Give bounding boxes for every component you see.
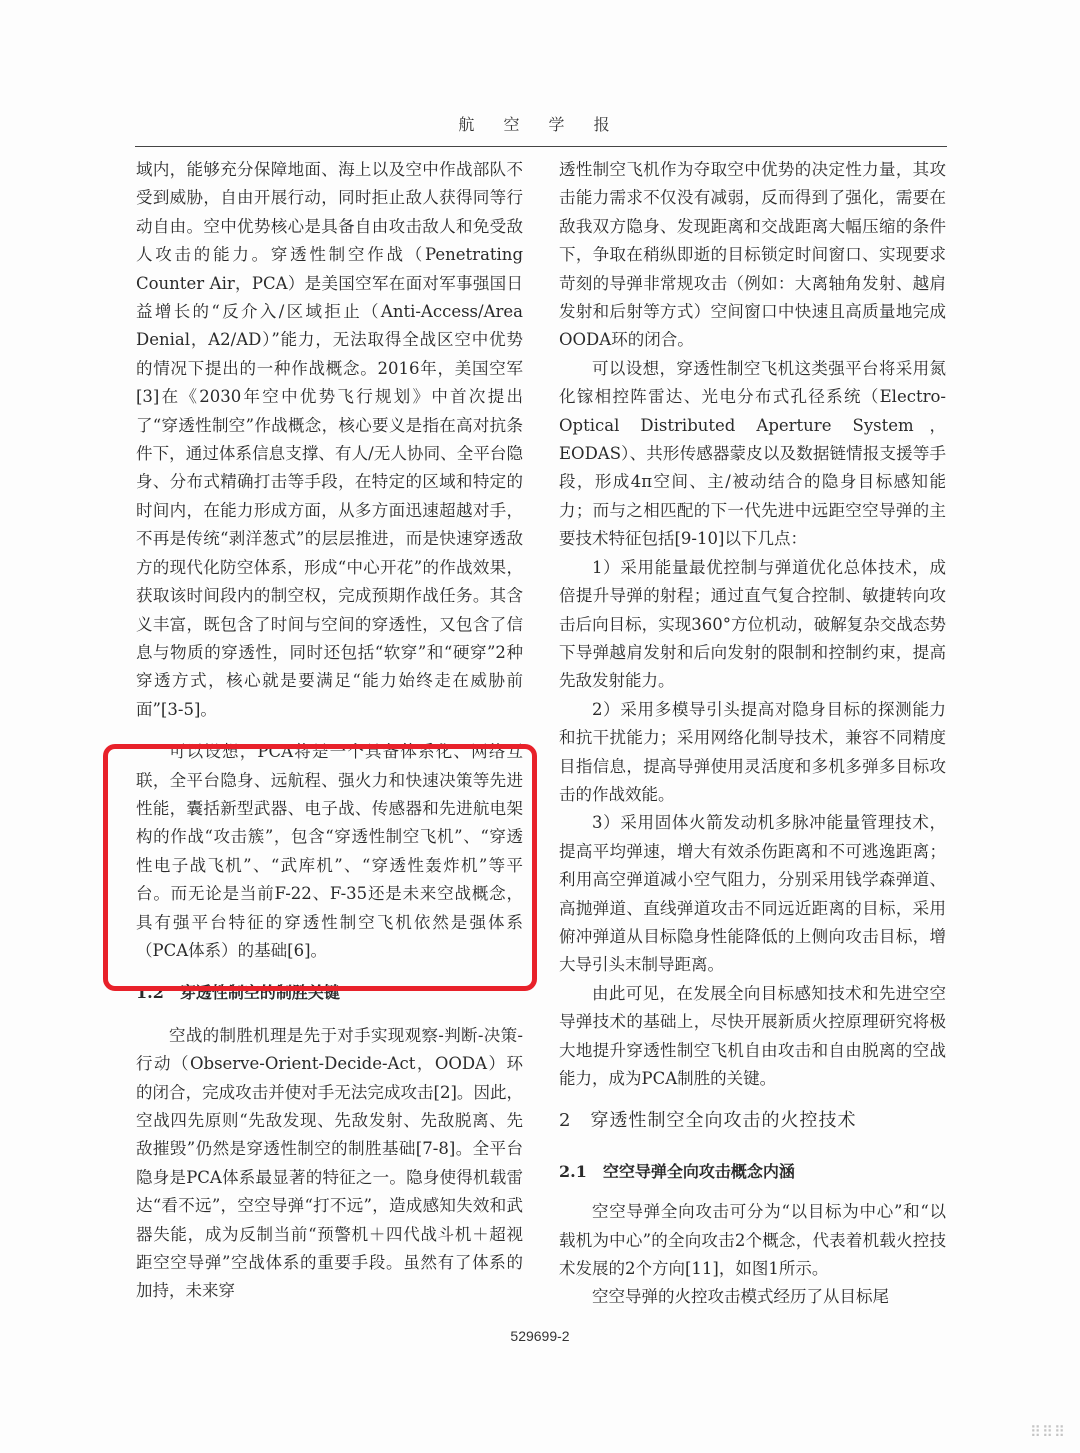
red-highlight-box bbox=[103, 744, 537, 991]
right-paragraph-conclusion: 由此可见，在发展全向目标感知技术和先进空空导弹技术的基础上，尽快开展新质火控原理研究将极大地提升穿透性制空飞机自由攻击和自由脱离的空战能力，成为PCA制胜的关键。 bbox=[559, 983, 946, 1088]
running-head: 航 空 学 报 bbox=[458, 115, 622, 134]
left-paragraph-1: 域内，能够充分保障地面、海上以及空中作战部队不受到威胁，自由开展行动，同时拒止敌人获得同等行动自由。空中优势核心是具备自由攻击敌人和免受敌人攻击的能力。穿透性制空作战（Penetrating Counter Air，PCA）是美国空军在面对军事强国日益增长的“反介入/区域拒止（Anti-Access/Area Denial，A2/AD）”能力，无法取得全战区空中优势的情况下提出的一种作战概念。2016年，美国空军[3]在《2030年空中优势飞行规划》中首次提出了“穿透性制空”作战概念，核心要义是指在高对抗条件下，通过体系信息支撑、有人/无人协同、全平台隐身、分布式精确打击等手段，在特定的区域和特定的时间内，在能力形成方面，从多方面迅速超越对手，不再是传统“剥洋葱式”的层层推进，而是快速穿透敌方的现代化防空体系，形成“中心开花”的作战效果，获取该时间段内的制空权，完成预期作战任务。其含义丰富，既包含了时间与空间的穿透性，又包含了信息与物质的穿透性，同时还包括“软穿”和“硬穿”2种穿透方式，核心就是要满足“能力始终走在威胁前面”[3-5]。 bbox=[136, 160, 523, 719]
left-column bbox=[136, 156, 523, 1306]
watermark: ⠿⠿⠿ bbox=[1030, 1424, 1066, 1441]
section-heading-2: 2 穿透性制空全向攻击的火控技术 bbox=[559, 1110, 857, 1132]
right-list-item-3: 3）采用固体火箭发动机多脉冲能量管理技术，提高平均弹速，增大有效杀伤距离和不可逃逸距离；利用高空弹道减小空气阻力，分别采用钱学森弹道、高抛弹道、直线弹道攻击不同远近距离的目标，采用俯冲弹道从目标隐身性能降低的上侧向攻击目标，增大导引头末制导距离。 bbox=[559, 813, 946, 975]
right-paragraph-2: 可以设想，穿透性制空飞机这类强平台将采用氮化镓相控阵雷达、光电分布式孔径系统（Electro-Optical Distributed Aperture System，EODAS）、共形传感器蒙皮以及数据链情报支援等手段，形成4π空间、主/被动结合的隐身目标感知能力；而与之相匹配的下一代先进中远距空空导弹的主要技术特征包括[9-10]以下几点： bbox=[559, 358, 946, 549]
right-column bbox=[559, 156, 946, 1312]
left-paragraph-3: 空战的制胜机理是先于对手实现观察-判断-决策-行动（Observe-Orient-Decide-Act，OODA）环的闭合，完成攻击并使对手无法完成攻击[2]。因此，空战四先原则“先敌发现、先敌发射、先敌脱离、先敌摧毁”仍然是穿透性制空的制胜基础[7-8]。全平台隐身是PCA体系最显著的特征之一。隐身使得机载雷达“看不远”，空空导弹“打不远”，造成感知失效和武器失能，成为反制当前“预警机＋四代战斗机＋超视距空空导弹”空战体系的重要手段。虽然有了体系的加持，未来穿 bbox=[136, 1025, 523, 1301]
right-paragraph-7: 空空导弹全向攻击可分为“以目标为中心”和“以载机为中心”的全向攻击2个概念，代表着机载火控技术发展的2个方向[11]，如图1所示。 bbox=[559, 1202, 946, 1279]
right-paragraph-8: 空空导弹的火控攻击模式经历了从目标尾 bbox=[592, 1287, 889, 1307]
section-heading-1-2: 1.2 穿透性制空的制胜关键 bbox=[136, 983, 340, 1003]
paragraph-spacer bbox=[136, 724, 523, 738]
right-paragraph-1: 透性制空飞机作为夺取空中优势的决定性力量，其攻击能力需求不仅没有减弱，反而得到了强化，需要在敌我双方隐身、发现距离和交战距离大幅压缩的条件下，争取在稍纵即逝的目标锁定时间窗口、实现要求苛刻的导弹非常规攻击（例如：大离轴角发射、越肩发射和后射等方式）空间窗口中快速且高质量地完成OODA环的闭合。 bbox=[559, 160, 946, 350]
page-number: 529699-2 bbox=[510, 1328, 570, 1344]
header-rule bbox=[135, 146, 947, 147]
left-paragraph-2-highlighted: 可以设想，PCA将是一个具备体系化、网络互联，全平台隐身、远航程、强火力和快速决策等先进性能，囊括新型武器、电子战、传感器和先进航电架构的作战“攻击簇”，包含“穿透性制空飞机”、“穿透性电子战飞机”、“武库机”、“穿透性轰炸机”等平台。而无论是当前F-22、F-35还是未来空战概念，具有强平台特征的穿透性制空飞机依然是强体系（PCA体系）的基础[6]。 bbox=[136, 742, 523, 960]
section-heading-2-1: 2.1 空空导弹全向攻击概念内涵 bbox=[559, 1161, 795, 1181]
right-list-item-1: 1）采用能量最优控制与弹道优化总体技术，成倍提升导弹的射程；通过直气复合控制、敏捷转向攻击后向目标，实现360°方位机动，破解复杂交战态势下导弹越肩发射和后向发射的限制和控制约束，提高先敌发射能力。 bbox=[559, 557, 946, 691]
right-list-item-2: 2）采用多模导引头提高对隐身目标的探测能力和抗干扰能力；采用网络化制导技术，兼容不同精度目指信息，提高导弹使用灵活度和多机多弹多目标攻击的作战效能。 bbox=[559, 699, 946, 804]
